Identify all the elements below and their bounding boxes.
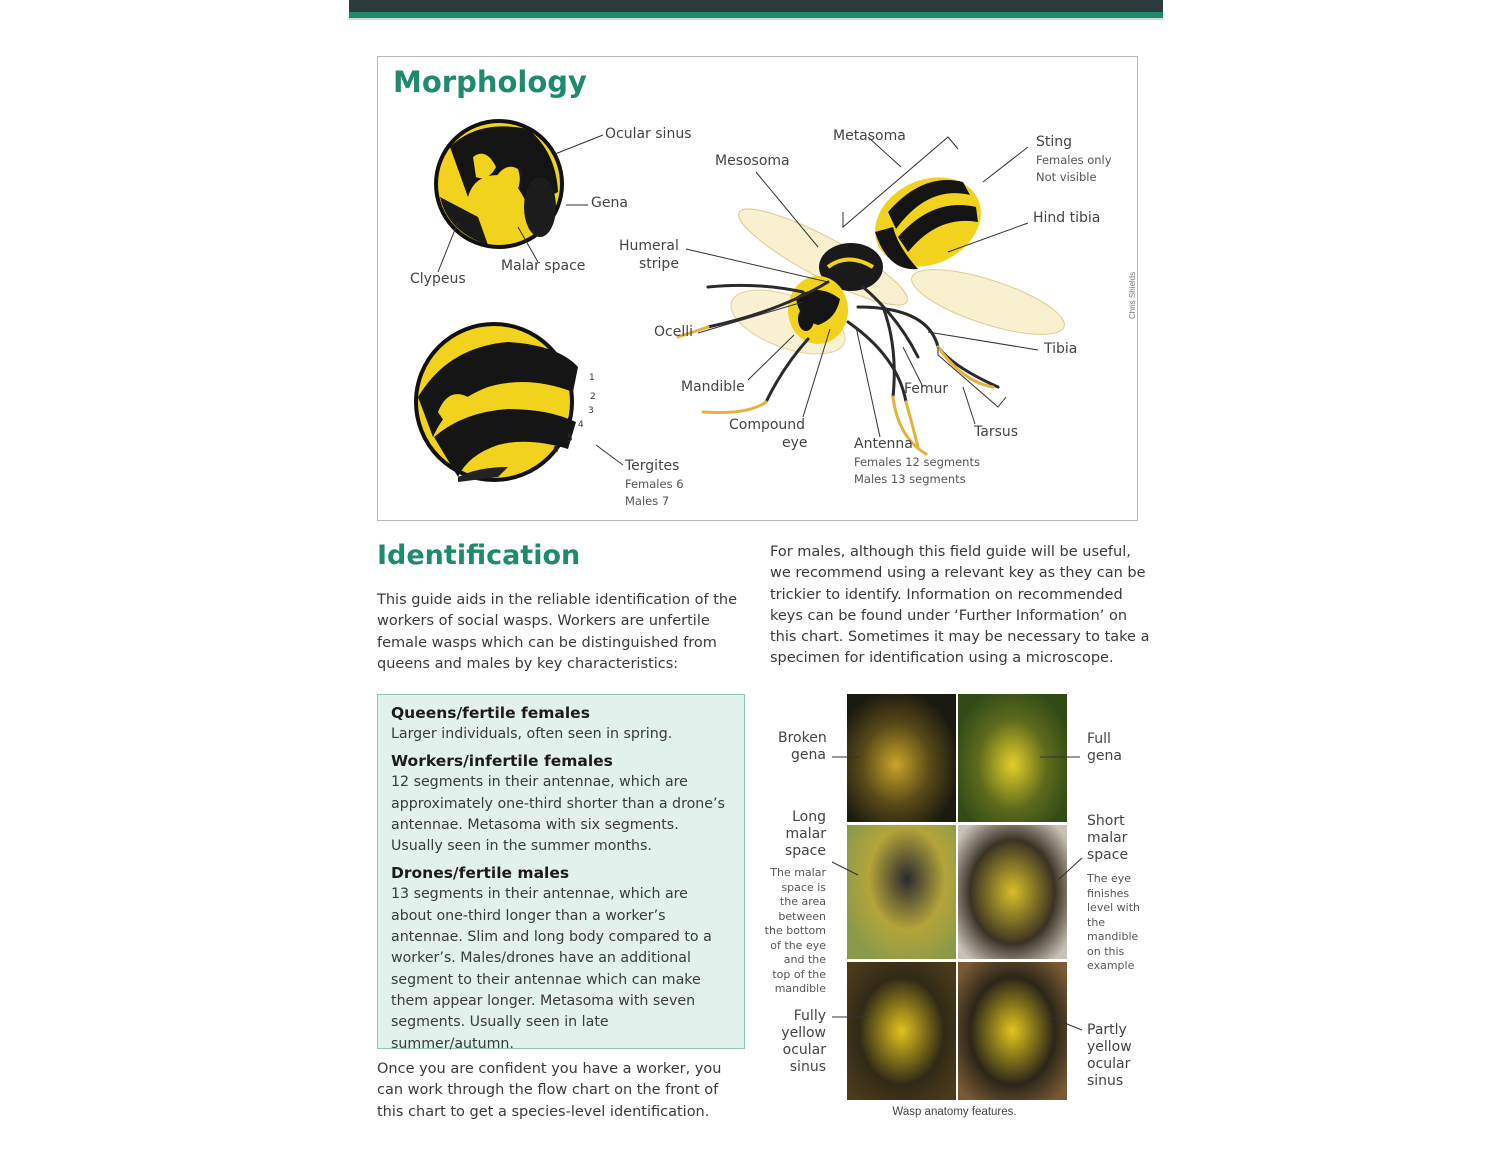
label-mesosoma: Mesosoma [715, 153, 790, 169]
caste-heading: Drones/fertile males [391, 864, 570, 883]
label-hind-tibia: Hind tibia [1033, 210, 1101, 226]
label-tibia: Tibia [1044, 341, 1078, 357]
label-mandible: Mandible [681, 379, 745, 395]
label-short-malar-space: Short malar space [1087, 813, 1129, 863]
label-humeral-stripe: Humeral [619, 238, 679, 254]
label-antenna-note: Females 12 segments [854, 455, 980, 469]
caste-heading: Workers/infertile females [391, 752, 613, 771]
photo-credit: Chris Shields [1128, 271, 1137, 319]
identification-title: Identification [377, 540, 581, 571]
label-antenna-note: Males 13 segments [854, 472, 966, 486]
label-tarsus: Tarsus [974, 424, 1019, 440]
label-antenna: Antenna [854, 436, 913, 452]
outro-paragraph: Once you are confident you have a worker, you can work through the flow chart on the front of this chart to get a species-level identification. [377, 1061, 722, 1120]
caste-description: 13 segments in their antennae, which are about one-third longer than a worker’s antennae. Slim and long body compared to a worker’s. Males/drones have an additional segment to their antennae which can make them appear longer. Metasoma with seven segments. Usually seen in late summer/autumn. [391, 886, 712, 1052]
label-malar-space: Malar space [501, 258, 586, 274]
label-broken-gena: Broken gena [778, 730, 827, 763]
caste-heading: Queens/fertile females [391, 704, 590, 722]
label-compound-eye: Compound [729, 417, 806, 433]
photo-caption: Wasp anatomy features. [892, 1106, 1017, 1118]
caste-description: Larger individuals, often seen in spring. [391, 726, 673, 742]
label-humeral-stripe: stripe [639, 256, 679, 272]
label-tergites-note: Females 6 [625, 477, 684, 491]
label-femur: Femur [904, 381, 949, 397]
tergite-number: 4 [578, 420, 584, 430]
label-full-gena: Full gena [1087, 731, 1122, 764]
label-metasoma: Metasoma [833, 128, 906, 144]
label-tergites: Tergites [625, 458, 680, 474]
label-ocelli: Ocelli [654, 324, 693, 340]
tergite-number: 1 [589, 373, 595, 383]
tergite-number: 3 [588, 406, 594, 416]
intro-paragraph: This guide aids in the reliable identification of the workers of social wasps. Workers are unfertile female wasps which can be distinguished from queens and males by key characteristics: [377, 592, 737, 672]
tergite-number: 2 [590, 392, 596, 402]
morphology-title: Morphology [393, 65, 587, 99]
label-partly-yellow-ocular-sinus: Partly yellow ocular sinus [1087, 1022, 1132, 1089]
label-compound-eye: eye [782, 435, 808, 451]
label-sting: Sting [1036, 134, 1073, 150]
label-ocular-sinus: Ocular sinus [605, 126, 692, 142]
note-short-malar-space: The eye finishes level with the mandible on this example [1087, 872, 1140, 972]
label-fully-yellow-ocular-sinus: Fully yellow ocular sinus [781, 1008, 826, 1075]
label-sting-note: Females only [1036, 153, 1112, 167]
label-gena: Gena [591, 195, 628, 211]
label-long-malar-space: Long malar space [784, 809, 826, 859]
tergite-number: 6 [553, 445, 559, 455]
label-tergites-note: Males 7 [625, 494, 670, 508]
caste-description: 12 segments in their antennae, which are approximately one-third shorter than a drone’s antennae. Metasoma with six segments. Usually seen in the summer months. [391, 774, 725, 855]
males-paragraph: For males, although this field guide will be useful, we recommend using a relevant key as they can be trickier to identify. Information on recommended keys can be found under ‘Further Information’ on this chart. Sometimes it may be necessary to take a specimen for identification using a microscope. [770, 544, 1150, 667]
note-long-malar-space: The malar space is the area between the bottom of the eye and the top of the mandible [764, 866, 826, 995]
tergite-number: 5 [567, 434, 573, 444]
label-sting-note: Not visible [1036, 170, 1097, 184]
label-clypeus: Clypeus [410, 271, 466, 287]
